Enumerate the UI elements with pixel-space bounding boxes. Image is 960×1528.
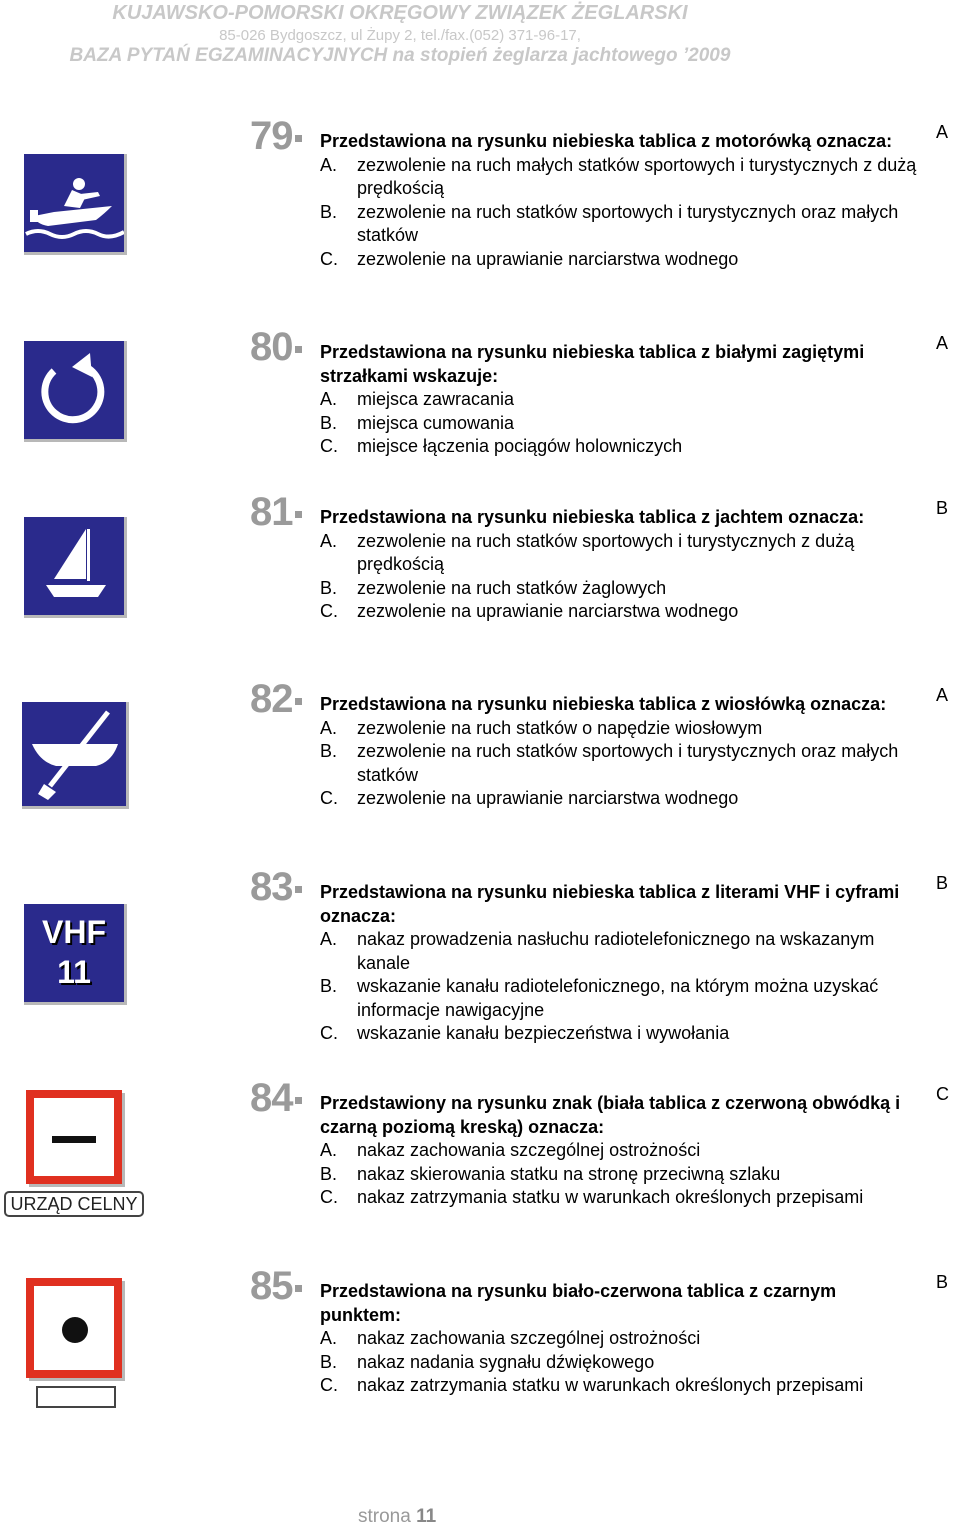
sign-base-plate	[36, 1386, 116, 1408]
option-b: B. zezwolenie na ruch statków sportowych i turystycznych oraz małych statków	[320, 741, 899, 785]
question-body	[320, 881, 920, 1046]
question-body	[320, 130, 920, 271]
option-c: C. zezwolenie na uprawianie narciarstwa wodnego	[320, 601, 739, 621]
black-dot-icon	[62, 1317, 88, 1343]
question-number: 81	[250, 492, 302, 532]
option-c: C. wskazanie kanału bezpieczeństwa i wywołania	[320, 1023, 730, 1043]
option-a: A. miejsca zawracania	[320, 389, 515, 409]
question-body	[320, 506, 920, 624]
page-label: strona	[358, 1506, 411, 1527]
option-a: A. zezwolenie na ruch statków o napędzie wiosłowym	[320, 717, 763, 738]
option-b: B. zezwolenie na ruch statków sportowych i turystycznych oraz małych statków	[320, 201, 899, 245]
answer-key: B	[936, 873, 949, 893]
motorboat-sign-icon	[24, 154, 127, 255]
option-a: A. nakaz zachowania szczególnej ostrożności	[320, 1328, 701, 1348]
customs-office-caption: URZĄD CELNY	[4, 1191, 144, 1217]
question-title: Przedstawiona na rysunku niebieska tablica z jachtem oznacza:	[320, 507, 865, 527]
option-b: B. zezwolenie na ruch statków żaglowych	[320, 577, 667, 598]
page-footer	[358, 1506, 436, 1528]
option-a: A. zezwolenie na ruch małych statków sportowych i turystycznych z dużą prędkością	[320, 154, 917, 198]
question-title: Przedstawiona na rysunku biało-czerwona tablica z czarnym punktem:	[320, 1281, 837, 1325]
option-a: A. zezwolenie na ruch statków sportowych i turystycznych z dużą prędkością	[320, 530, 855, 574]
answer-key: B	[936, 498, 949, 518]
vhf-sign-text: VHF	[42, 914, 106, 950]
red-bordered-dot-sign-icon	[26, 1278, 122, 1378]
header-question-base-title: BAZA PYTAŃ EGZAMINACYJNYCH na stopień żeglarza jachtowego ’2009	[69, 45, 731, 66]
option-b: B. wskazanie kanału radiotelefonicznego, na którym można uzyskać informacje nawigacyjne	[320, 976, 879, 1020]
answer-key: A	[936, 122, 949, 142]
header-organization-name: KUJAWSKO-POMORSKI OKRĘGOWY ZWIĄZEK ŻEGLARSKI	[112, 2, 688, 24]
question-title: Przedstawiona na rysunku niebieska tablica z białymi zagiętymi strzałkami wskazuje:	[320, 342, 865, 386]
black-bar-icon	[52, 1136, 96, 1143]
answer-key: C	[936, 1084, 949, 1104]
option-a: A. nakaz zachowania szczególnej ostrożności	[320, 1140, 701, 1160]
answer-key: B	[936, 1272, 949, 1292]
option-c: C. miejsce łączenia pociągów holowniczych	[320, 436, 683, 456]
page-number: 11	[416, 1506, 437, 1527]
question-number: 82	[250, 679, 302, 719]
option-c: C. zezwolenie na uprawianie narciarstwa wodnego	[320, 248, 739, 269]
question-number: 80	[250, 327, 302, 367]
answer-key: A	[936, 685, 949, 705]
question-title: Przedstawiony na rysunku znak (biała tablica z czerwoną obwódką i czarną poziomą kreską) oznacza:	[320, 1093, 901, 1137]
header-address: 85-026 Bydgoszcz, ul Żupy 2, tel./fax.(052) 371-96-17,	[219, 27, 581, 44]
option-b: B. nakaz nadania sygnału dźwiękowego	[320, 1351, 655, 1372]
rowboat-sign-icon	[22, 702, 129, 809]
question-number: 83	[250, 867, 302, 907]
option-c: C. nakaz zatrzymania statku w warunkach określonych przepisami	[320, 1187, 864, 1207]
option-c: C. nakaz zatrzymania statku w warunkach określonych przepisami	[320, 1375, 864, 1395]
question-body	[320, 693, 920, 811]
red-bordered-bar-sign-icon	[26, 1090, 122, 1184]
question-body	[320, 341, 920, 459]
question-title: Przedstawiona na rysunku niebieska tablica z motorówką oznacza:	[320, 131, 893, 151]
turning-arrows-sign-icon	[24, 341, 127, 442]
question-number: 85	[250, 1266, 302, 1306]
option-b: B. miejsca cumowania	[320, 412, 515, 433]
option-b: B. nakaz skierowania statku na stronę przeciwną szlaku	[320, 1163, 781, 1184]
question-title: Przedstawiona na rysunku niebieska tablica z wiosłówką oznacza:	[320, 694, 887, 714]
vhf-channel-number: 11	[57, 954, 91, 990]
question-number: 84	[250, 1078, 302, 1118]
option-a: A. nakaz prowadzenia nasłuchu radiotelefonicznego na wskazanym kanale	[320, 929, 875, 973]
question-number: 79	[250, 116, 302, 156]
sailboat-sign-icon	[24, 517, 127, 618]
question-body	[320, 1092, 920, 1210]
answer-key: A	[936, 333, 949, 353]
question-body	[320, 1280, 920, 1398]
vhf-channel-sign-icon	[24, 904, 127, 1005]
option-c: C. zezwolenie na uprawianie narciarstwa wodnego	[320, 788, 739, 808]
question-title: Przedstawiona na rysunku niebieska tablica z literami VHF i cyframi oznacza:	[320, 882, 900, 926]
